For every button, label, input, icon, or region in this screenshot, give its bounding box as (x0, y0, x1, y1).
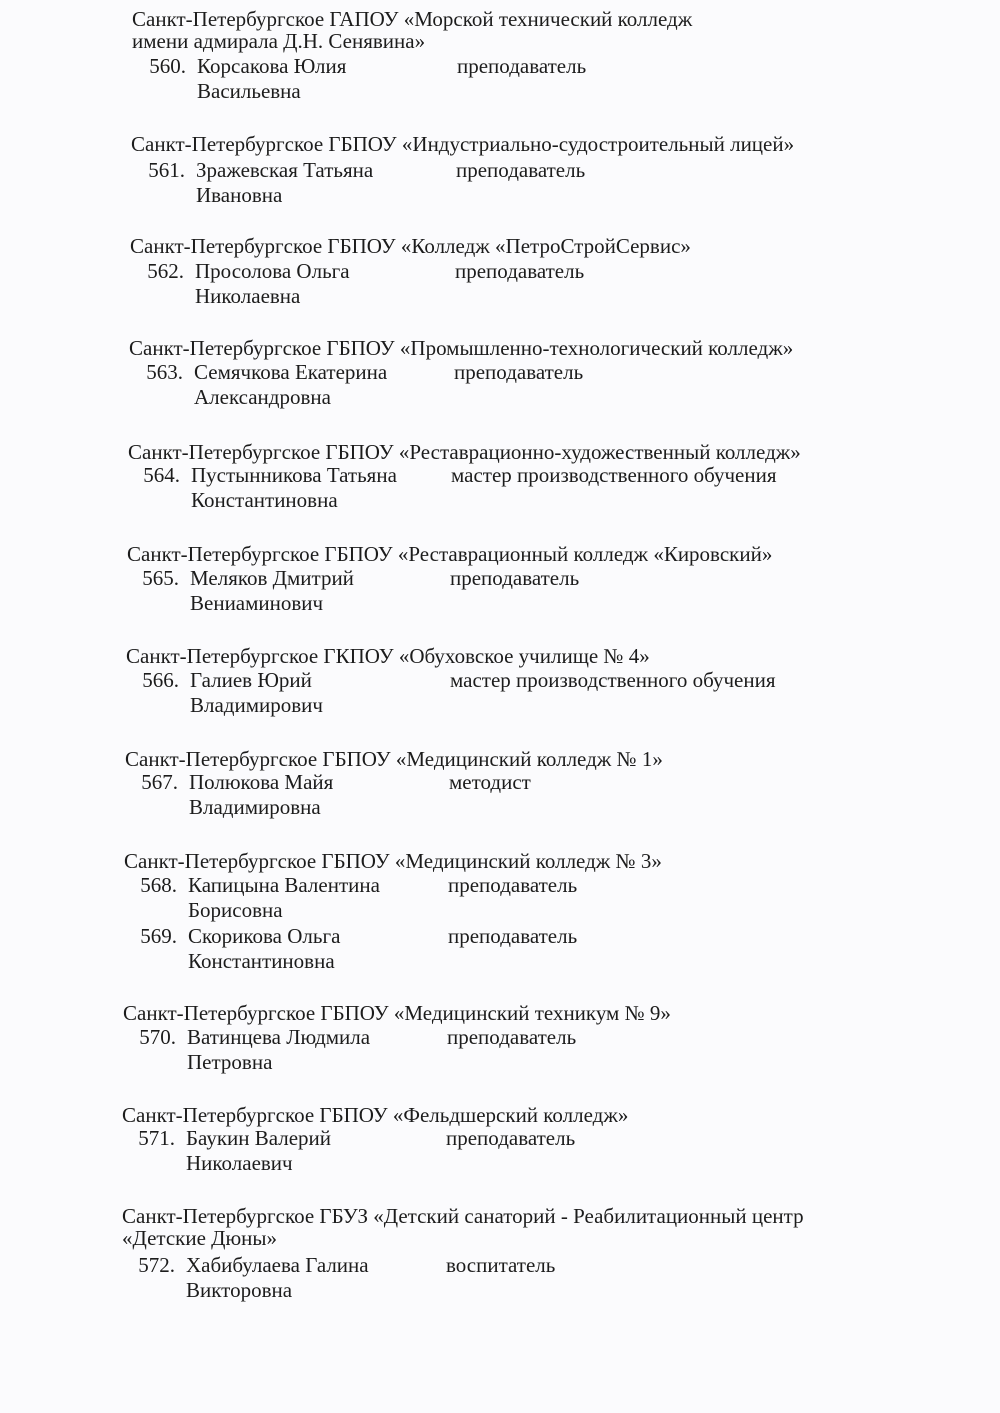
entry-position: преподаватель (457, 54, 587, 78)
entry-patronymic: Петровна (187, 1050, 273, 1074)
org-heading-line: Санкт-Петербургское ГБПОУ «Реставрационный колледж «Кировский» (127, 542, 773, 566)
entry-position: мастер производственного обучения (450, 668, 776, 692)
entry-position: преподаватель (446, 1126, 576, 1150)
entry-number: 570. (139, 1025, 176, 1049)
org-heading-line: Санкт-Петербургское ГКПОУ «Обуховское училище № 4» (126, 644, 650, 668)
entry-name (187, 1025, 437, 1075)
entry-number: 560. (149, 54, 186, 78)
entry-patronymic: Николаевна (195, 284, 301, 308)
entry-surname-firstname: Семячкова Екатерина (194, 360, 388, 384)
entry-surname-firstname: Просолова Ольга (195, 259, 350, 283)
entry-patronymic: Александровна (194, 385, 331, 409)
org-heading-line: Санкт-Петербургское ГБПОУ «Медицинский колледж № 3» (124, 849, 662, 873)
org-heading-line: имени адмирала Д.Н. Сенявина» (132, 29, 426, 53)
entry-patronymic: Владимировна (189, 795, 321, 819)
entry-name (186, 1253, 436, 1303)
entry-patronymic: Ивановна (196, 183, 283, 207)
entry-position: преподаватель (447, 1025, 577, 1049)
entry-surname-firstname: Меляков Дмитрий (190, 566, 354, 590)
entry-position: преподаватель (448, 873, 578, 897)
entry-surname-firstname: Полюкова Майя (189, 770, 334, 794)
org-heading-line: Санкт-Петербургское ГБПОУ «Медицинский колледж № 1» (125, 747, 663, 771)
org-heading (132, 8, 692, 52)
entry-patronymic: Николаевич (186, 1151, 293, 1175)
entry-number: 561. (148, 158, 185, 182)
entry-name (188, 924, 438, 974)
org-heading-line: «Детские Дюны» (122, 1226, 278, 1250)
org-heading-line: Санкт-Петербургское ГБПОУ «Медицинский техникум № 9» (123, 1001, 671, 1025)
org-heading-line: Санкт-Петербургское ГБПОУ «Фельдшерский колледж» (122, 1103, 629, 1127)
entry-surname-firstname: Пустынникова Татьяна (191, 463, 397, 487)
entry-patronymic: Викторовна (186, 1278, 293, 1302)
entry-patronymic: Борисовна (188, 898, 283, 922)
entry-number: 564. (143, 463, 180, 487)
org-heading (128, 441, 801, 463)
entry-position: преподаватель (454, 360, 584, 384)
entry-position: мастер производственного обучения (451, 463, 777, 487)
entry-name (188, 873, 438, 923)
entry-surname-firstname: Капицына Валентина (188, 873, 380, 897)
entry-number: 571. (138, 1126, 175, 1150)
entry-patronymic: Васильевна (197, 79, 301, 103)
org-heading-line: Санкт-Петербургское ГБПОУ «Промышленно-технологический колледж» (129, 336, 794, 360)
entry-name (191, 463, 441, 513)
entry-surname-firstname: Корсакова Юлия (197, 54, 347, 78)
org-heading (127, 543, 772, 565)
org-heading-line: Санкт-Петербургское ГБУЗ «Детский санаторий - Реабилитационный центр (122, 1204, 804, 1228)
entry-surname-firstname: Зражевская Татьяна (196, 158, 374, 182)
org-heading-line: Санкт-Петербургское ГБПОУ «Индустриально-судостроительный лицей» (131, 132, 795, 156)
org-heading-line: Санкт-Петербургское ГБПОУ «Реставрационно-художественный колледж» (128, 440, 801, 464)
org-heading-line: Санкт-Петербургское ГАПОУ «Морской технический колледж (132, 7, 693, 31)
entry-number: 565. (142, 566, 179, 590)
entry-number: 567. (141, 770, 178, 794)
entry-patronymic: Константиновна (188, 949, 335, 973)
entry-name (195, 259, 445, 309)
org-heading (122, 1205, 804, 1249)
org-heading (124, 850, 662, 872)
entry-number: 569. (140, 924, 177, 948)
org-heading (122, 1104, 628, 1126)
entry-name (194, 360, 444, 410)
entry-position: преподаватель (456, 158, 586, 182)
org-heading (125, 748, 663, 770)
entry-number: 562. (147, 259, 184, 283)
entry-position: воспитатель (446, 1253, 556, 1277)
entry-position: преподаватель (450, 566, 580, 590)
org-heading (123, 1002, 671, 1024)
entry-number: 568. (140, 873, 177, 897)
entry-position: преподаватель (455, 259, 585, 283)
entry-surname-firstname: Баукин Валерий (186, 1126, 332, 1150)
entry-name (189, 770, 439, 820)
entry-patronymic: Вениаминович (190, 591, 324, 615)
entry-surname-firstname: Ватинцева Людмила (187, 1025, 371, 1049)
entry-number: 563. (146, 360, 183, 384)
entry-name (197, 54, 447, 104)
org-heading-line: Санкт-Петербургское ГБПОУ «Колледж «ПетроСтройСервис» (130, 234, 691, 258)
entry-surname-firstname: Галиев Юрий (190, 668, 312, 692)
entry-name (186, 1126, 436, 1176)
entry-patronymic: Владимирович (190, 693, 323, 717)
org-heading (126, 645, 650, 667)
entry-number: 572. (138, 1253, 175, 1277)
entry-position: преподаватель (448, 924, 578, 948)
entry-surname-firstname: Хабибулаева Галина (186, 1253, 369, 1277)
org-heading (131, 133, 794, 155)
entry-name (190, 566, 440, 616)
entry-number: 566. (142, 668, 179, 692)
org-heading (129, 337, 793, 359)
org-heading (130, 235, 691, 257)
entry-name (196, 158, 446, 208)
entry-position: методист (449, 770, 531, 794)
entry-surname-firstname: Скорикова Ольга (188, 924, 341, 948)
entry-name (190, 668, 440, 718)
entry-patronymic: Константиновна (191, 488, 338, 512)
